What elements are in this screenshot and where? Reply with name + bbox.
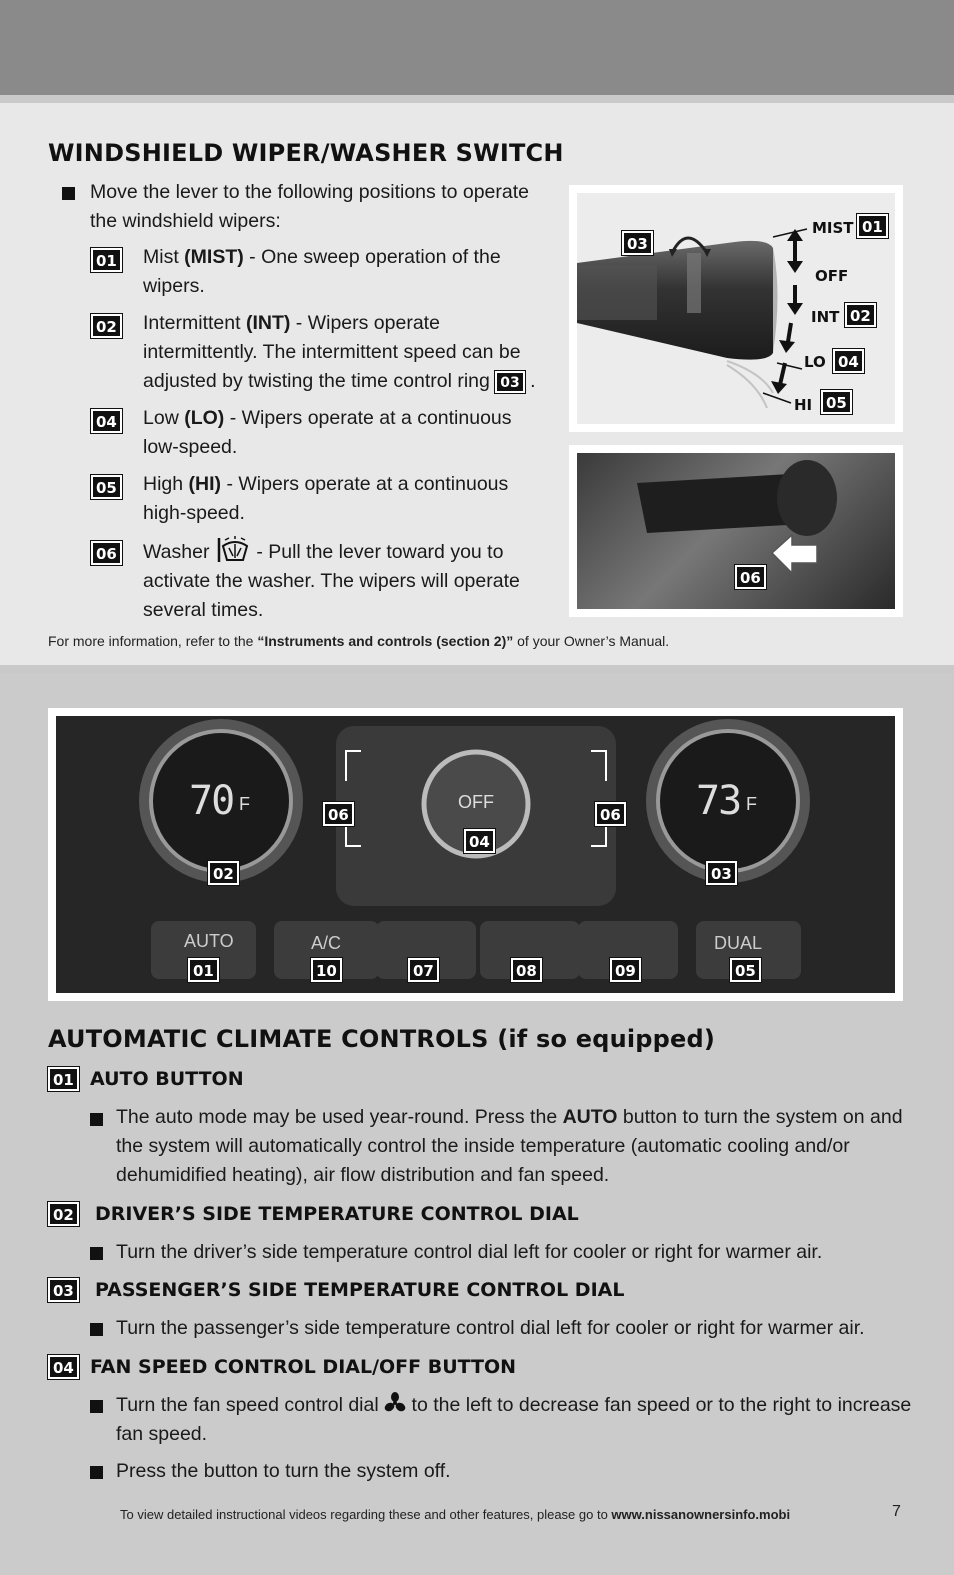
driver-dial-heading: DRIVER’S SIDE TEMPERATURE CONTROL DIAL bbox=[95, 1203, 579, 1225]
item-label: Mist bbox=[143, 246, 179, 268]
bullet-square bbox=[90, 1323, 103, 1336]
badge-02: 02 bbox=[91, 314, 122, 338]
s1-pre: The auto mode may be used year-round. Press the bbox=[116, 1106, 563, 1128]
badge-06: 06 bbox=[91, 541, 122, 565]
item-key: (MIST) bbox=[184, 246, 244, 268]
footnote-bold: “Instruments and controls (section 2)” bbox=[257, 633, 514, 649]
label-off: OFF bbox=[815, 267, 849, 285]
off-label: OFF bbox=[458, 792, 494, 812]
item-label: Low bbox=[143, 407, 179, 429]
footnote-post: of your Owner’s Manual. bbox=[513, 633, 670, 649]
badge-03-photo: 03 bbox=[706, 861, 737, 885]
wiper-photo bbox=[577, 453, 895, 609]
badge-04-photo: 04 bbox=[464, 829, 495, 853]
item-tail: . bbox=[530, 370, 536, 392]
badge-01-photo: 01 bbox=[188, 958, 219, 982]
label-mist: MIST bbox=[812, 219, 854, 237]
bullet-square bbox=[90, 1113, 103, 1126]
temp-right-unit: F bbox=[746, 794, 757, 814]
item-label: Washer bbox=[143, 541, 210, 563]
header-bar bbox=[0, 0, 954, 95]
badge-01-diagram: 01 bbox=[857, 214, 888, 238]
wiper-intro: Move the lever to the following positions to operate the windshield wipers: bbox=[90, 181, 530, 232]
temp-left: 70 bbox=[189, 778, 234, 824]
badge-05-photo: 05 bbox=[730, 958, 761, 982]
climate-section bbox=[0, 673, 954, 1575]
wiper-section bbox=[0, 103, 954, 665]
item-desc: - Wipers operate intermittently. The intermittent speed can be adjusted by twisting the time control ring bbox=[143, 312, 521, 392]
wiper-diagram-frame bbox=[569, 185, 903, 432]
wiper-photo-frame bbox=[569, 445, 903, 617]
item-key: (INT) bbox=[245, 312, 291, 334]
item-key: (LO) bbox=[184, 407, 225, 429]
badge-03-diagram: 03 bbox=[622, 231, 653, 255]
climate-panel-graphic bbox=[56, 716, 895, 993]
badge-02-photo: 02 bbox=[208, 861, 239, 885]
fan-icon bbox=[384, 1392, 406, 1414]
badge-05: 05 bbox=[91, 475, 122, 499]
wiper-footnote bbox=[48, 633, 669, 649]
passenger-dial-heading: PASSENGER’S SIDE TEMPERATURE CONTROL DIAL bbox=[95, 1279, 625, 1301]
wiper-item-int bbox=[143, 309, 555, 396]
climate-badge-02: 02 bbox=[48, 1202, 79, 1226]
bullet-square bbox=[62, 187, 75, 200]
badge-06-right-photo: 06 bbox=[595, 802, 626, 826]
badge-04: 04 bbox=[91, 409, 122, 433]
footer-text bbox=[120, 1507, 790, 1522]
badge-06-left-photo: 06 bbox=[323, 802, 354, 826]
badge-02-diagram: 02 bbox=[845, 303, 876, 327]
badge-06-photo: 06 bbox=[735, 565, 766, 589]
off-button-text: Press the button to turn the system off. bbox=[116, 1460, 451, 1482]
climate-photo bbox=[56, 716, 895, 993]
temp-left-unit: F bbox=[239, 794, 250, 814]
auto-button-heading: AUTO BUTTON bbox=[90, 1068, 244, 1090]
wiper-item-washer bbox=[143, 536, 543, 625]
fan-dial-heading: FAN SPEED CONTROL DIAL/OFF BUTTON bbox=[90, 1356, 517, 1378]
temp-right: 73 bbox=[696, 778, 741, 824]
label-lo: LO bbox=[804, 353, 826, 371]
wiper-title: WINDSHIELD WIPER/WASHER SWITCH bbox=[48, 139, 564, 167]
dual-label: DUAL bbox=[714, 933, 763, 953]
wiper-item-hi bbox=[143, 470, 543, 528]
item-desc: - One sweep operation of the wipers. bbox=[143, 246, 501, 297]
badge-09-photo: 09 bbox=[610, 958, 641, 982]
passenger-dial-text: Turn the passenger’s side temperature control dial left for cooler or right for warmer air. bbox=[116, 1317, 865, 1339]
climate-badge-01: 01 bbox=[48, 1067, 79, 1091]
badge-10-photo: 10 bbox=[311, 958, 342, 982]
climate-photo-frame bbox=[48, 708, 903, 1001]
badge-01: 01 bbox=[91, 248, 122, 272]
wiper-item-mist bbox=[143, 243, 543, 301]
climate-badge-04: 04 bbox=[48, 1355, 79, 1379]
badge-07-photo: 07 bbox=[408, 958, 439, 982]
fan-text-post: to the left to decrease fan speed or to the right to increase fan speed. bbox=[116, 1394, 912, 1445]
ac-label: A/C bbox=[311, 933, 342, 953]
fan-text-pre: Turn the fan speed control dial bbox=[116, 1394, 379, 1416]
item-label: Intermittent bbox=[143, 312, 241, 334]
item-label: High bbox=[143, 473, 184, 495]
label-int: INT bbox=[811, 308, 840, 326]
auto-label: AUTO bbox=[184, 931, 234, 951]
item-desc: - Pull the lever toward you to activate the washer. The wipers will operate several times. bbox=[143, 541, 520, 621]
auto-button-text bbox=[116, 1103, 916, 1190]
badge-04-diagram: 04 bbox=[833, 349, 864, 373]
item-desc: - Wipers operate at a continuous low-speed. bbox=[143, 407, 512, 458]
badge-05-diagram: 05 bbox=[821, 390, 852, 414]
badge-03-inline: 03 bbox=[495, 371, 524, 393]
bullet-square bbox=[90, 1466, 103, 1479]
wiper-diagram bbox=[577, 193, 895, 424]
item-key: (HI) bbox=[188, 473, 222, 495]
badge-08-photo: 08 bbox=[511, 958, 542, 982]
bullet-square bbox=[90, 1400, 103, 1413]
climate-badge-03: 03 bbox=[48, 1278, 79, 1302]
climate-title-bold: AUTOMATIC CLIMATE CONTROLS bbox=[48, 1025, 489, 1053]
climate-title-rest: (if so equipped) bbox=[488, 1025, 716, 1053]
washer-icon bbox=[215, 536, 251, 564]
footer-pre: To view detailed instructional videos regarding these and other features, please go to bbox=[120, 1507, 612, 1522]
s1-post: button to turn the system on and the system will automatically control the inside temperature (automatic cooling and/or dehumidified heating), air flow distribution and fan speed. bbox=[116, 1106, 903, 1186]
fan-dial-text bbox=[116, 1391, 916, 1449]
footer-link[interactable]: www.nissanownersinfo.mobi bbox=[611, 1507, 791, 1522]
s1-auto: AUTO bbox=[562, 1106, 618, 1128]
driver-dial-text: Turn the driver’s side temperature control dial left for cooler or right for warmer air. bbox=[116, 1241, 823, 1263]
footnote-pre: For more information, refer to the bbox=[48, 633, 258, 649]
wiper-item-lo bbox=[143, 404, 543, 462]
climate-title bbox=[48, 1025, 715, 1053]
page-number: 7 bbox=[892, 1503, 901, 1520]
bullet-square bbox=[90, 1247, 103, 1260]
label-hi: HI bbox=[794, 396, 813, 414]
item-desc: - Wipers operate at a continuous high-speed. bbox=[143, 473, 509, 524]
